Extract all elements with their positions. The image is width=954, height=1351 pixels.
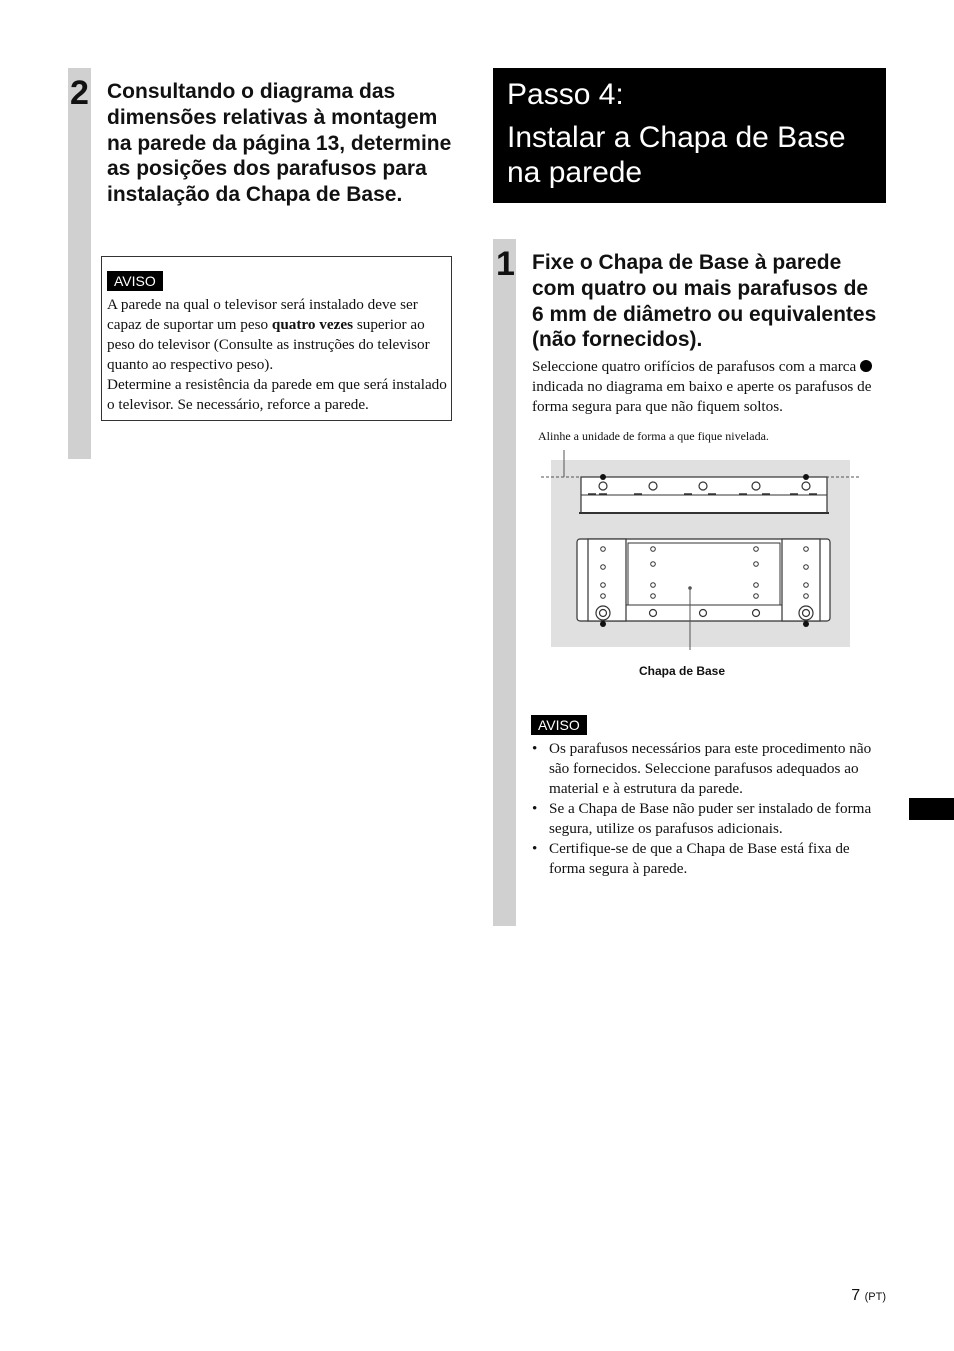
warning-item-text: Os parafusos necessários para este procedimento não são fornecidos. Seleccione parafusos adequados ao material e à estrutura da parede. (549, 740, 872, 797)
bullet-icon: • (532, 800, 538, 817)
right-warning-list (532, 739, 877, 879)
hole (754, 547, 759, 552)
left-step-heading: Consultando o diagrama das dimensões relativas à montagem na parede da página 13, determine as posições dos parafusos para instalação da Chapa de Base. (107, 80, 452, 207)
right-step-body (532, 357, 884, 417)
hole (804, 565, 809, 570)
hole (650, 610, 657, 617)
right-warning-tag: AVISO (531, 715, 587, 735)
hole (754, 583, 759, 588)
section-title-text: Instalar a Chapa de Base na parede (507, 121, 846, 189)
warning-item-text: Se a Chapa de Base não puder ser instalado de forma segura, utilize os parafusos adicionais. (549, 800, 872, 837)
hole (651, 562, 656, 567)
hole (802, 482, 810, 490)
left-warning-tag: AVISO (107, 271, 163, 291)
left-warning-box (101, 256, 452, 421)
hole (601, 583, 606, 588)
hole (804, 583, 809, 588)
hole (651, 547, 656, 552)
hole (649, 482, 657, 490)
hole (601, 565, 606, 570)
bullet-icon: • (532, 740, 538, 757)
left-warning-p1-bold: quatro vezes (271, 316, 354, 333)
list-item (532, 839, 877, 879)
hole (601, 547, 606, 552)
list-item (532, 739, 877, 799)
screw-mark-icon (600, 621, 606, 627)
base-plate-diagram (536, 450, 866, 650)
bullet-icon: • (532, 840, 538, 857)
hole (753, 610, 760, 617)
left-warning-p1-before: A parede na qual o televisor será instalado deve ser capaz de suportar um peso (107, 296, 418, 333)
hole (599, 482, 607, 490)
hole (651, 583, 656, 588)
hole (804, 594, 809, 599)
hole (600, 610, 607, 617)
screw-mark-icon (600, 474, 606, 480)
hole (803, 610, 810, 617)
section-title-block (493, 68, 886, 203)
hole (651, 594, 656, 599)
page-number-value: 7 (851, 1287, 861, 1304)
step-number-1: 1 (496, 245, 515, 283)
hole (700, 610, 707, 617)
left-warning-p1-after: superior ao peso do televisor (Consulte as instruções do televisor quanto ao respectivo peso). (107, 316, 430, 373)
hole (601, 594, 606, 599)
step-number-2: 2 (70, 74, 89, 112)
section-title-step: Passo 4: (507, 78, 624, 111)
left-warning-p2: Determine a resistência da parede em que será instalado o televisor. Se necessário, reforce a parede. (107, 376, 447, 413)
page-edge-tab (909, 798, 954, 820)
list-item (532, 799, 877, 839)
right-step-body-before: Seleccione quatro orifícios de parafusos com a marca (532, 358, 861, 375)
hole (754, 594, 759, 599)
hole (754, 562, 759, 567)
page-language: (PT) (864, 1291, 886, 1303)
right-step-bar (493, 239, 516, 926)
figure-label: Chapa de Base (639, 664, 726, 678)
right-step-body-after: indicada no diagrama em baixo e aperte os parafusos de forma segura para que não fiquem soltos. (532, 378, 872, 415)
hole (804, 547, 809, 552)
left-warning-text (107, 295, 447, 415)
page-number (851, 1287, 886, 1305)
hole (752, 482, 760, 490)
left-step-bar (68, 68, 91, 459)
screw-mark-icon (803, 474, 809, 480)
right-step-heading: Fixe o Chapa de Base à parede com quatro ou mais parafusos de 6 mm de diâmetro ou equivalentes (não fornecidos). (532, 251, 877, 352)
figure-caption: Alinhe a unidade de forma a que fique nivelada. (538, 429, 769, 443)
screw-mark-icon (803, 621, 809, 627)
hole (699, 482, 707, 490)
screw-mark-icon (860, 360, 872, 372)
warning-item-text: Certifique-se de que a Chapa de Base está fixa de forma segura à parede. (549, 840, 850, 877)
